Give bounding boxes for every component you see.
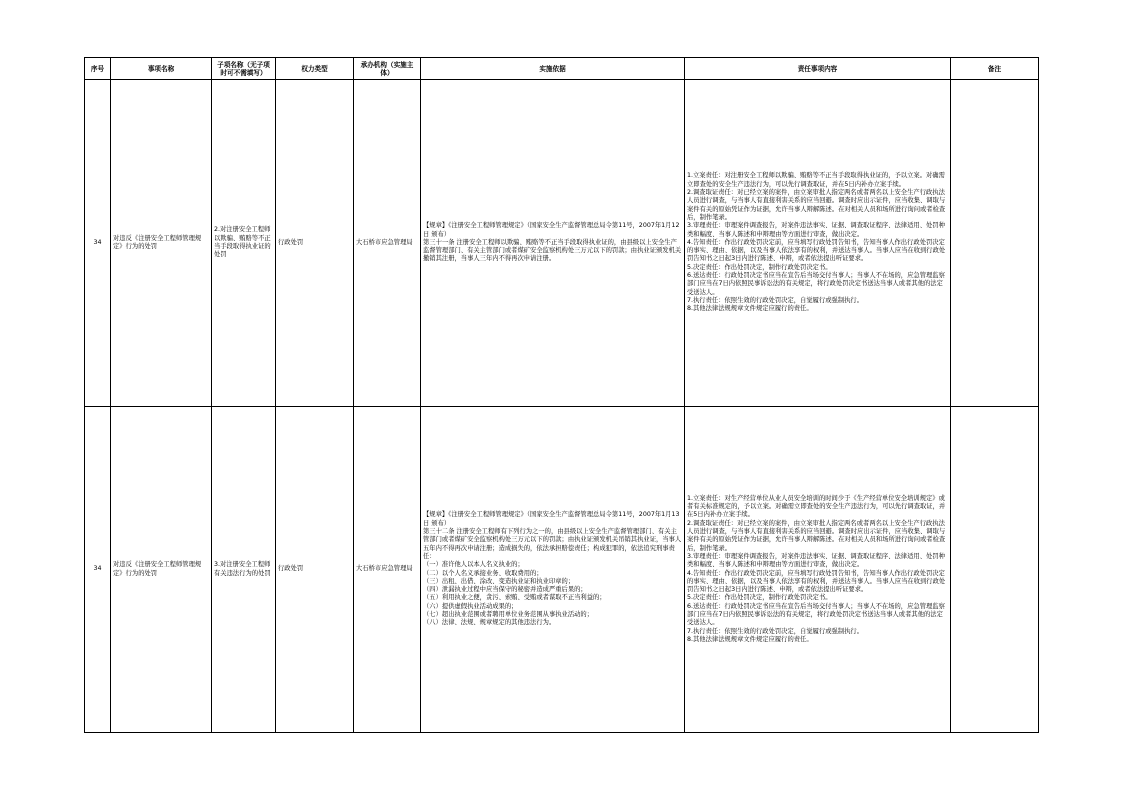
cell-seq: 34 [85,80,111,407]
cell-seq: 34 [85,407,111,733]
cell-item-name: 对违反《注册安全工程师管理规定》行为的处罚 [111,407,212,733]
cell-agency: 大石桥市应急管理局 [354,80,421,407]
cell-agency: 大石桥市应急管理局 [354,407,421,733]
table-row [85,407,1039,733]
cell-note [951,80,1039,407]
cell-duty: 1.立案责任：对注册安全工程师以欺骗、贿赂等不正当手段取得执业证的，予以立案。对确需立即查处的安全生产违法行为，可以先行调查取证，并在5日内补办立案手续。 2.调查取证责任：对已经立案的案件，由立案审批人指定两名或者两名以上安全生产行政执法人员进行调查，与当事人有直接利害关系的应当回避。调查时应出示证件，应当收集、调取与案件有关的原始凭证作为证据，允许当事人辩解陈述。在对相关人员和场所进行询问或者检查后，制作笔录。 3.审理责任：审理案件调查报告，对案件违法事实、证据、调查取证程序、法律适用、处罚种类和幅度、当事人陈述和申辩理由等方面进行审查，做出决定。 4.告知责任：作出行政处罚决定前，应当填写行政处罚告知书，告知当事人作出行政处罚决定的事实、理由、依据，以及当事人依法享有的权利，并送达当事人。当事人应当在收到行政处罚告知书之日起3日内进行陈述、申辩，或者依法提出听证要求。 5.决定责任：作出处罚决定，制作行政处罚决定书。 6.送达责任：行政处罚决定书应当在宣告后当场交付当事人；当事人不在场的，应急管理监察部门应当在7日内依照民事诉讼法的有关规定，将行政处罚决定书送达当事人或者其他的法定受送达人。 7.执行责任：依照生效的行政处罚决定，自觉履行或强制执行。 8.其他法律法规规章文件规定应履行的责任。 [685,80,951,407]
cell-duty: 1.立案责任：对生产经营单位从业人员安全培训的时间少于《生产经营单位安全培训规定》或者有关标准规定的，予以立案。对确需立即查处的安全生产违法行为，可以先行调查取证，并在5日内补办立案手续。 2.调查取证责任：对已经立案的案件，由立案审批人指定两名或者两名以上安全生产行政执法人员进行调查，与当事人有直接利害关系的应当回避。调查时应出示证件，应当收集、调取与案件有关的原始凭证作为证据，允许当事人辩解陈述。在对相关人员和场所进行询问或者检查后，制作笔录。 3.审理责任：审理案件调查报告，对案件违法事实、证据、调查取证程序、法律适用、处罚种类和幅度、当事人陈述和申辩理由等方面进行审查，做出决定。 4.告知责任：作出行政处罚决定前，应当填写行政处罚告知书，告知当事人作出行政处罚决定的事实、理由、依据，以及当事人依法享有的权利，并送达当事人。当事人应当在收到行政处罚告知书之日起3日内进行陈述、申辩，或者依法提出听证要求。 5.决定责任：作出处罚决定，制作行政处罚决定书。 6.送达责任：行政处罚决定书应当在宣告后当场交付当事人；当事人不在场的，应急管理监察部门应当在7日内依照民事诉讼法的有关规定，将行政处罚决定书送达当事人或者其他的法定受送达人。 7.执行责任：依照生效的行政处罚决定，自觉履行或强制执行。 8.其他法律法规规章文件规定应履行的责任。 [685,407,951,733]
header-row [85,58,1039,80]
cell-subitem-name: 3.对注册安全工程师有关违法行为的处罚 [212,407,276,733]
power-list-table [84,57,1039,733]
cell-power-type: 行政处罚 [276,80,354,407]
cell-note [951,407,1039,733]
cell-basis: 【规章】《注册安全工程师管理规定》（国家安全生产监督管理总局令第11号，2007年1月13日 颁布） 第三十二条 注册安全工程师有下列行为之一的，由县级以上安全生产监督管理部门、有关主管部门或者煤矿安全监察机构处三万元以下的罚款；由执业证颁发机关吊销其执业证，当事人五年内不得再次申请注册；造成损失的，依法承担赔偿责任；构成犯罪的，依法追究刑事责任： （一）准许他人以本人名义执业的； （二）以个人名义承接业务、收取费用的； （三）出租、出借、涂改、变造执业证和执业印章的； （四）泄漏执业过程中应当保守的秘密并造成严重后果的； （五）利用执业之便，贪污、索贿、受贿或者谋取不正当利益的； （六）提供虚假执业活动成果的； （七）超出执业范围或者聘用单位业务范围从事执业活动的； （八）法律、法规、规章规定的其他违法行为。 [421,407,685,733]
header-seq: 序号 [85,58,111,80]
header-basis: 实施依据 [421,58,685,80]
cell-item-name: 对违反《注册安全工程师管理规定》行为的处罚 [111,80,212,407]
header-agency: 承办机构（实施主体） [354,58,421,80]
cell-power-type: 行政处罚 [276,407,354,733]
header-duty: 责任事项内容 [685,58,951,80]
cell-basis: 【规章】《注册安全工程师管理规定》（国家安全生产监督管理总局令第11号，2007年1月12日 颁布） 第三十一条 注册安全工程师以欺骗、贿赂等不正当手段取得执业证的，由县级以上安全生产监督管理部门、有关主管部门或者煤矿安全监察机构处三万元以下的罚款；由执业证颁发机关撤销其注册，当事人三年内不得再次申请注册。 [421,80,685,407]
header-power-type: 权力类型 [276,58,354,80]
header-item-name: 事项名称 [111,58,212,80]
table-row [85,80,1039,407]
header-subitem-name: 子项名称（无子项时可不需填写） [212,58,276,80]
header-note: 备注 [951,58,1039,80]
cell-subitem-name: 2.对注册安全工程师以欺骗、贿赂等不正当手段取得执业证的处罚 [212,80,276,407]
